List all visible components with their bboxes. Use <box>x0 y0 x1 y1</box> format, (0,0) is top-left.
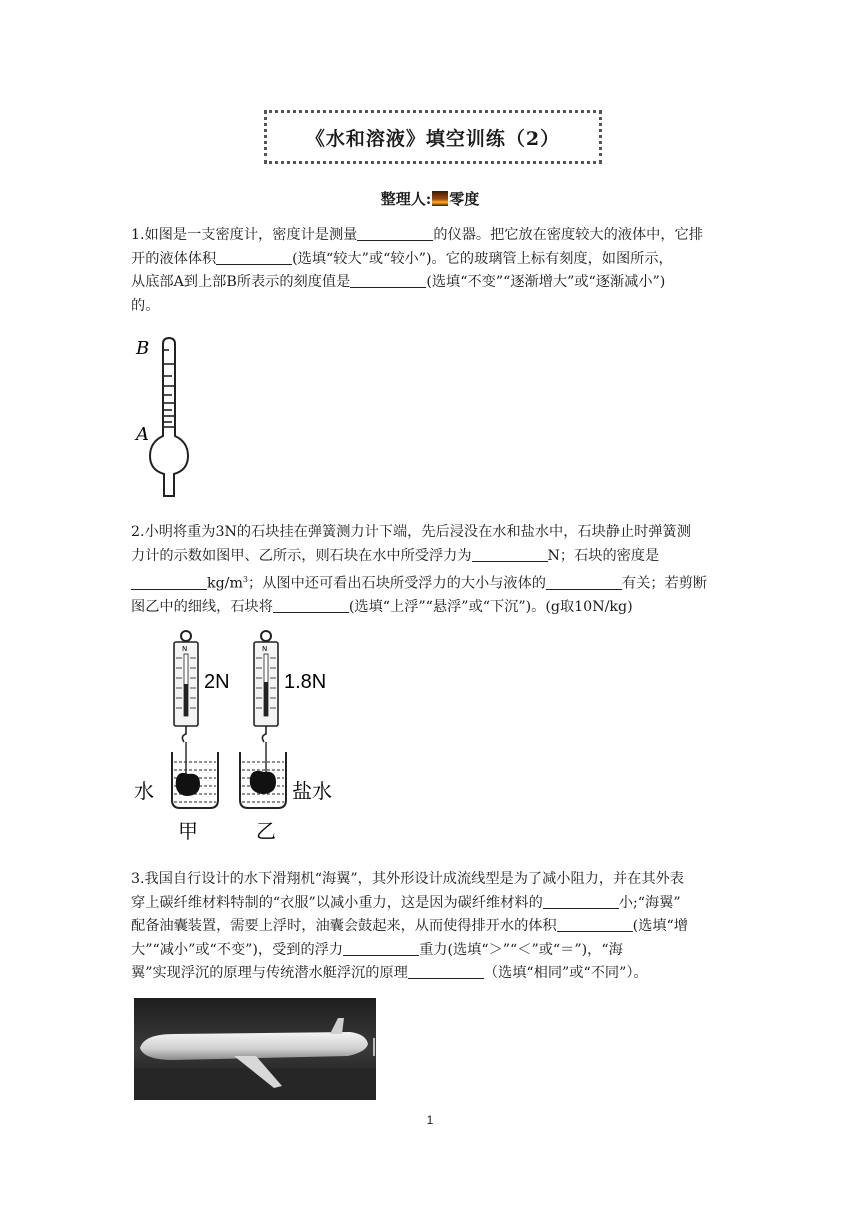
label-a: A <box>136 424 149 445</box>
liquid-left: 水 <box>134 779 154 803</box>
q1-line-2: 开的液体体积 (选填“较大”或“较小”)。它的玻璃管上标有刻度，如图所示， <box>131 250 673 267</box>
glider-photo <box>134 998 376 1100</box>
label-left: 甲 <box>178 819 198 843</box>
sunset-icon <box>432 191 448 206</box>
label-b: B <box>136 338 150 359</box>
page-title: 《水和溶液》填空训练（2） <box>305 127 561 150</box>
answer-blank[interactable] <box>408 964 484 979</box>
question-2 <box>131 521 731 620</box>
svg-text:N: N <box>262 645 268 653</box>
spring-scale-left <box>172 631 218 808</box>
q2-line-3: $kg/m^3$；从图中还可看出石块所受浮力的大小与液体的 有关；若剪断 <box>131 568 731 596</box>
hydrometer-figure <box>130 330 200 502</box>
q1-line-4: 的。 <box>131 297 160 314</box>
answer-blank[interactable] <box>216 250 292 265</box>
label-right: 乙 <box>256 819 276 843</box>
question-1 <box>131 224 731 318</box>
question-3 <box>131 868 731 986</box>
author-line <box>0 188 860 209</box>
answer-blank[interactable] <box>543 894 619 909</box>
spring-scale-right <box>240 631 286 808</box>
q3-line-3: 配备油囊装置，需要上浮时，油囊会鼓起来，从而使得排开水的体积 (选填“增 <box>131 918 688 934</box>
q2-line-2: 力计的示数如图甲、乙所示，则石块在水中所受浮力为 N；石块的密度是 <box>131 547 660 564</box>
answer-blank[interactable] <box>273 598 349 613</box>
answer-blank[interactable] <box>557 917 633 932</box>
hydrometer-body <box>150 338 188 496</box>
q2-line-1: 2.小明将重为3N的石块挂在弹簧测力计下端，先后浸没在水和盐水中，石块静止时弹簧测 <box>131 524 691 540</box>
answer-blank[interactable] <box>343 941 419 956</box>
author-prefix: 整理人: <box>380 190 432 208</box>
reading-left: 2N <box>204 671 230 693</box>
svg-text:N: N <box>182 645 188 653</box>
stone-left <box>176 773 200 796</box>
spring-scale-figure <box>130 628 350 846</box>
answer-blank[interactable] <box>472 547 548 562</box>
answer-blank[interactable] <box>131 575 207 590</box>
hydrometer-scale <box>163 350 175 427</box>
q1-line-3: 从底部A到上部B所表示的刻度值是 (选填“不变”“逐渐增大”或“逐渐减小”) <box>131 274 666 290</box>
liquid-right: 盐水 <box>292 779 332 803</box>
q3-line-4: 大”“减小”或“不变”)，受到的浮力 重力(选填“＞”“＜”或“＝”)，“海 <box>131 941 623 958</box>
reading-right: 1.8N <box>284 671 327 693</box>
page-number: 1 <box>426 1113 434 1127</box>
author-name: 零度 <box>449 190 480 208</box>
answer-blank[interactable] <box>350 273 426 288</box>
answer-blank[interactable] <box>546 575 622 590</box>
q3-line-5: 翼”实现浮沉的原理与传统潜水艇浮沉的原理 （选填“相同”或“不同”）。 <box>131 965 648 981</box>
stone-right <box>250 771 276 794</box>
glider-hull <box>140 1032 368 1060</box>
title-box <box>264 110 602 164</box>
q2-line-4: 图乙中的细线，石块将 (选填“上浮”“悬浮”或“下沉”)。(g取10N/kg) <box>131 599 633 616</box>
q3-line-1: 3.我国自行设计的水下滑翔机“海翼”，其外形设计成流线型是为了减小阻力，并在其外表 <box>131 871 684 887</box>
answer-blank[interactable] <box>357 226 433 241</box>
q1-line-1: 1.如图是一支密度计，密度计是测量 的仪器。把它放在密度较大的液体中，它排 <box>131 227 703 243</box>
q3-line-2: 穿上碳纤维材料特制的“衣服”以减小重力，这是因为碳纤维材料的 小;“海翼” <box>131 894 681 911</box>
